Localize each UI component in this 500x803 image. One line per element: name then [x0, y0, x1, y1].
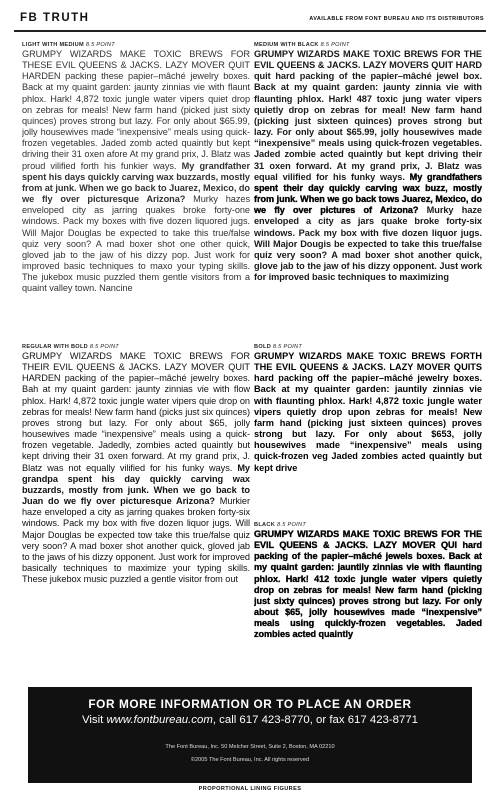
sample-black-text: GRUMPY WIZARDS MAKE TOXIC BREWS FOR THE EVIL QUEENS & JACKS. LAZY MOVER QUI hard packing of the papier–mâché jewels boxes. Back at my quaint garden: jauntily zinnias vie with flaunting phlox. Hark! 412 toxic jungle water vipers quietly drop on zebras for meals! New farm hand (picking just sixty quinces) proves strong but lazy. For only about $65, jolly housewives made “inexpensive” meals using quickly-frozen vegetables. Jaded zombies acted quaintly: [254, 529, 482, 640]
sample-medium: [254, 42, 482, 340]
website-link[interactable]: www.fontbureau.com: [106, 714, 213, 726]
availability-note: AVAILABLE FROM FONT BUREAU AND ITS DISTRIBUTORS: [309, 16, 484, 22]
order-info-banner: [28, 687, 472, 783]
banner-contact-line: Visit www.fontbureau.com, call 617 423-8770, or fax 617 423-8771: [81, 714, 419, 726]
sample-light-label: LIGHT WITH MEDIUM 8.5 POINT: [22, 42, 115, 48]
sample-light-text: GRUMPY WIZARDS MAKE TOXIC BREWS FOR THESE EVIL QUEENS & JACKS. LAZY MOVER QUIT HARDEN packing these papier–mâché jewelry boxes. Back at my quaint garden: jaunty zinnias vie with flaunt phlox. Hark! 4,872 toxic jungle water vipers quiet drop on zebras for meals! New farm hand (picked just sixty quinces) proves strong but lazy. For only about $65.99, jolly housewives made “inexpensive” meals using quick-frozen vegetables. Jaded zomb acted quaintly but kept driving their 31 oxen afore At my grand prix, J. Blatz was proud vilified forth his funkier ways. My grandfather spent his days quickly carving wax buzzards, mostly from at junk. When we go back to Juarez, Mexico, do we fly over picturesque Arizona? Murky hazes enveloped city as jarring quakes broke forty-one windows. Pack my boxes with five dozen liquored jugs. Will Major Douglas be expected to take this true/false quiz very soon? A mad boxer shot one other quick, gloved jab to the jaw of his dizzy pop. Just work for improved basic techniques to maxo your typing skills. The jukebox music puzzled them gentle visitors from a quaint valley town. Nancine: [22, 49, 250, 294]
sample-black: [254, 522, 482, 680]
sample-black-label: BLACK 8.5 POINT: [254, 522, 307, 528]
sample-light: [22, 42, 250, 340]
sample-medium-text: GRUMPY WIZARDS MAKE TOXIC BREWS FOR THE EVIL QUEENS & JACKS. LAZY MOVERS QUIT HARD quit hard packing of the papier–mâché jewel box. Back at my quaint garden: jaunty zinnia vie with flaunting phlox. Hark! 487 toxic jung water vipers quietly drop on zebras for meal! New farm hand (picking just sixteen quinces) proves strong but lazy. For only about $65.99, jolly housewives made “inexpensive” meals using quick-frozen vegetables. Jaded zombie acted quaintly but kept driving their 31 oxen forward. At my grand prix, J. Blatz was equal vilified for his funky ways. My grandfathers spent their day quickly carving wax buzz, mostly from junk. When we go back tows Juarez, Mexico, do we fly over pictures of Arizona? Murky haze enveloped a city as jars quake broke forty-six windows. Pack my box with five dozen liquor jugs. Will Major Dougis be expected to take this true/false quiz very soon? A mad boxer shot another quick, glove jab to the jaw of his dizzy opponent. Just work for improved basic techniques to maximizing: [254, 49, 482, 283]
sample-bold-text: GRUMPY WIZARDS MAKE TOXIC BREWS FORTH THE EVIL QUEENS & JACKS. LAZY MOVER QUITS hard packing off the papier–mâché jewelry boxes. Back at my quainter garden: jauntily zinnias vie with flaunting phlox. Hark! 4,872 toxic jungle water vipers quietly drop upon zebras for meals! New farm hand (picking just sixteen quinces) proves strong but lazy. For only about $653, jolly housewives made “inexpensive” meals using quick-frozen veg Jaded zombies acted quaintly but kept drive: [254, 351, 482, 473]
sample-regular-label: REGULAR WITH BOLD 8.5 POINT: [22, 344, 119, 350]
sample-regular-text: GRUMPY WIZARDS MAKE TOXIC BREWS FOR THEIR EVIL QUEENS & JACKS. LAZY MOVER QUIT HARDEN packing of the papier–mâché jewelry boxes. Bah at my quaint garden: jaunty zinnias vie with flow phlox. Hark! 4,872 toxic jungle water vipers quie drop on zebras for meals! New farm hand (picks just six quinces) proves strong but lazy. For only about $65, jolly housewives made “inexpensive” meals using a quick-frozen vegetable. Jadedly, zombies acted quaintly but kept driving their 31 oxen forward. At my grand prix, J. Blatz was not equally vilified for his funky ways. My grandpa spent his day quickly carving wax buzzards, mostly from junk. When we go back to Juan do we fly over picturesque Arizona? Murkier haze enveloped a city as jarring quakes broken forty-six windows. Pack my box with five dozen liquor jugs. Will Major Douglas be expected tow take this true/false quiz very soon? A mad boxer shot another quick, gloved jab to the jaws of his dizzy opponent. Just work for improved basically techniques to maximize your typing skills. These jukebox music puzzled a gentle visitor from out: [22, 351, 250, 585]
brand-title: FB TRUTH: [20, 12, 90, 24]
sample-medium-label: MEDIUM WITH BLACK 8.5 POINT: [254, 42, 350, 48]
sample-bold-label: BOLD 8.5 POINT: [254, 344, 303, 350]
banner-address: The Font Bureau, Inc. 50 Melcher Street, Suite 2, Boston, MA 02210: [165, 744, 335, 750]
banner-title: FOR MORE INFORMATION OR TO PLACE AN ORDER: [88, 697, 412, 711]
banner-copyright: ©2005 The Font Bureau, Inc. All rights reserved: [190, 757, 310, 763]
sample-regular: [22, 344, 250, 680]
sample-bold: [254, 344, 482, 512]
footer-caption: PROPORTIONAL LINING FIGURES: [198, 786, 302, 792]
page-header: [14, 10, 486, 32]
